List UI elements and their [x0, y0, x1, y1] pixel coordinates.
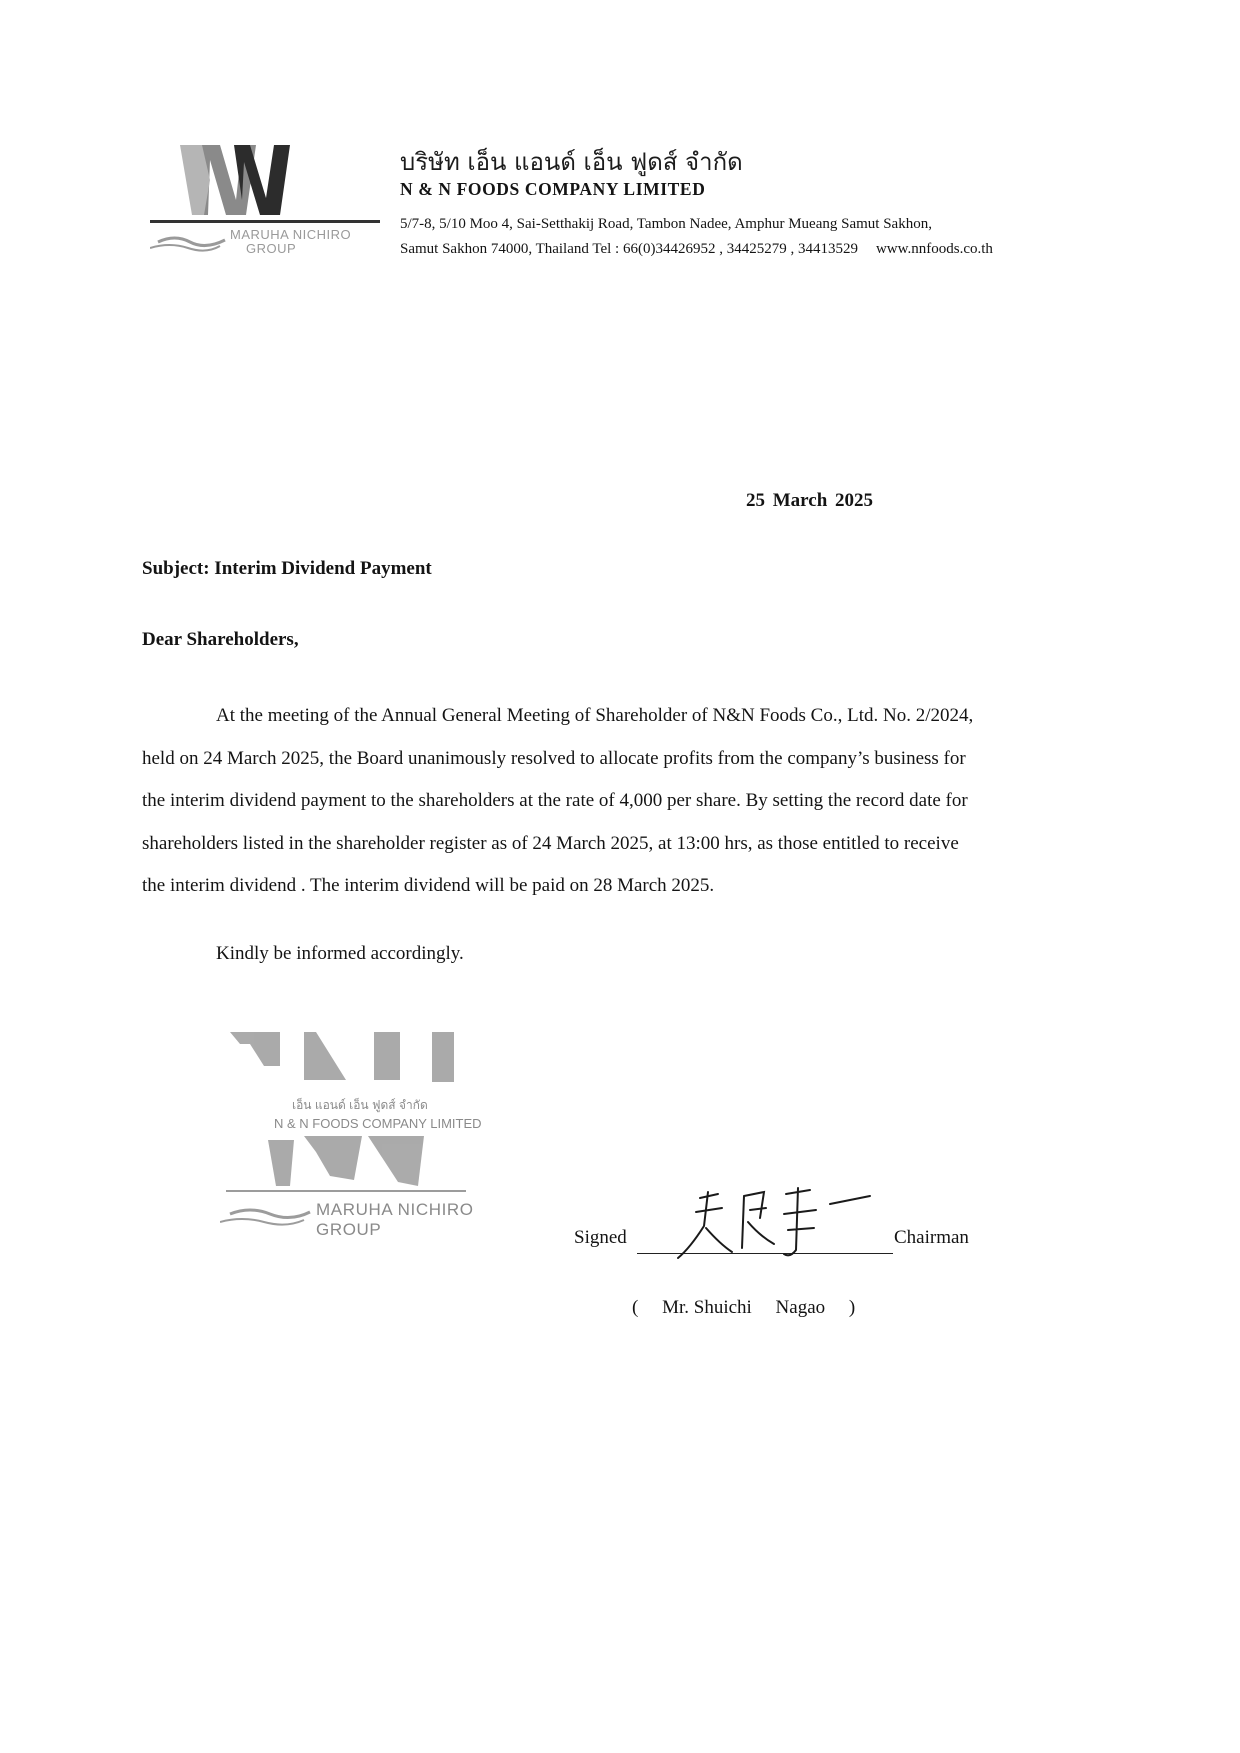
letter-body	[142, 695, 1102, 908]
letter-date: 25 March 2025	[746, 490, 874, 511]
body-line: At the meeting of the Annual General Meeting of Shareholder of N&N Foods Co., Ltd. No. 2/2024,	[216, 705, 974, 726]
company-logo	[150, 140, 380, 265]
nn-logo-mark-icon	[150, 140, 380, 230]
stamp-thai-text: เอ็น แอนด์ เอ็น ฟูดส์ จำกัด	[292, 1098, 428, 1112]
website: www.nnfoods.co.th	[875, 241, 993, 257]
address-contact: Samut Sakhon 74000, Thailand Tel : 66(0)34426952 , 34425279 , 34413529	[400, 241, 858, 257]
logo-group-name: MARUHA NICHIRO	[230, 227, 352, 242]
body-line: the interim dividend payment to the shareholders at the rate of 4,000 per share. By setting the record date for	[142, 790, 968, 811]
letter-greeting: Dear Shareholders,	[142, 629, 299, 650]
address-line-1: 5/7-8, 5/10 Moo 4, Sai-Setthakij Road, Tambon Nadee, Amphur Mueang Samut Sakhon,	[400, 216, 932, 232]
body-line: shareholders listed in the shareholder register as of 24 March 2025, at 13:00 hrs, as those entitled to receive	[142, 832, 959, 854]
signed-label: Signed	[574, 1227, 627, 1248]
letter-subject: Subject: Interim Dividend Payment	[142, 558, 432, 579]
letter-closing: Kindly be informed accordingly.	[216, 943, 464, 964]
stamp-english-text: N & N FOODS COMPANY LIMITED	[274, 1116, 482, 1131]
company-name-thai: บริษัท เอ็น แอนด์ เอ็น ฟูดส์ จำกัด	[400, 148, 743, 176]
stamp-group-name: MARUHA NICHIRO	[316, 1200, 474, 1219]
body-line: held on 24 March 2025, the Board unanimously resolved to allocate profits from the company’s business for	[142, 747, 966, 769]
signatory-name: ( Mr. Shuichi Nagao )	[632, 1297, 856, 1318]
logo-group-label: GROUP	[246, 241, 297, 256]
handwritten-signature	[660, 1178, 890, 1268]
company-name-english: N & N FOODS COMPANY LIMITED	[400, 179, 706, 199]
wave-icon	[150, 232, 230, 256]
company-stamp	[220, 1030, 500, 1250]
address-line-2	[400, 241, 1100, 258]
signatory-title: Chairman	[894, 1227, 969, 1248]
stamp-group-label: GROUP	[316, 1220, 382, 1239]
body-line: the interim dividend . The interim dividend will be paid on 28 March 2025.	[142, 875, 715, 896]
